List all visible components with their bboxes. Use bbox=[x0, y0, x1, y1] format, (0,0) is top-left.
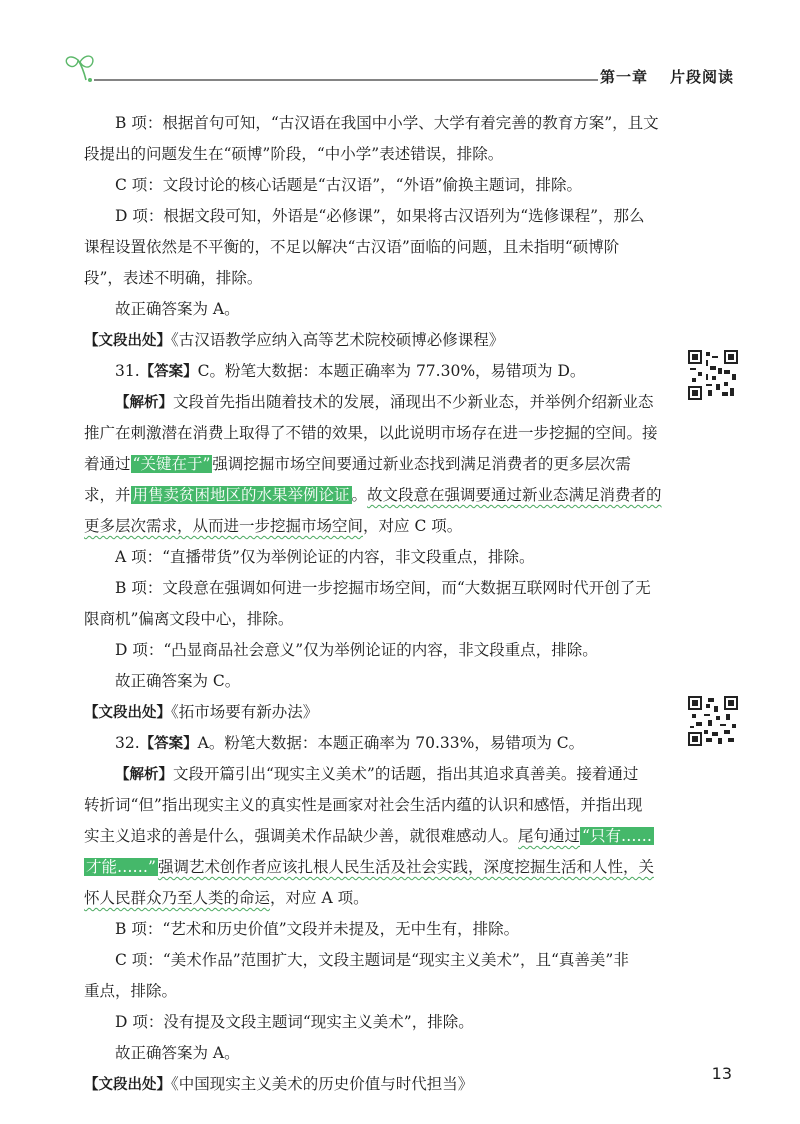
q31-analysis-line-2: 推广在刺激潜在消费上取得了不错的效果，以此说明市场存在进一步挖掘的空间。接 bbox=[84, 424, 658, 442]
wavy-underline-text: 尾句通过 bbox=[518, 827, 581, 845]
chapter-label: 第一章 bbox=[599, 68, 648, 86]
q31-analysis-label: 【解析】 bbox=[115, 395, 173, 411]
source-title: 《拓市场要有新办法》 bbox=[171, 703, 319, 721]
q31-option-b-line-2: 限商机”偏离文段中心，排除。 bbox=[84, 610, 294, 628]
wavy-underline-text: 强调艺术创作者应该扎根人民生活及社会实践，深度挖掘生活和人性，关 bbox=[157, 858, 654, 876]
source-label: 【文段出处】 bbox=[84, 1077, 171, 1093]
q31-final-answer: 故正确答案为 C。 bbox=[115, 672, 241, 690]
q32-final-answer: 故正确答案为 A。 bbox=[115, 1044, 240, 1062]
q31-answer-line bbox=[84, 356, 724, 387]
option-d-line-2: 课程设置依然是不平衡的，不足以解决“古汉语”面临的问题，且未指明“硕博阶 bbox=[84, 238, 620, 256]
q32-answer-line bbox=[84, 728, 724, 759]
highlight-keyword: 才能……” bbox=[86, 858, 156, 876]
q31-analysis-line-3 bbox=[84, 449, 724, 480]
q31-analysis-line-4 bbox=[84, 480, 724, 511]
q31-analysis-line-1 bbox=[84, 387, 724, 418]
wavy-underline-text: 故文段意在强调要通过新业态满足消费者的 bbox=[367, 486, 662, 504]
option-d-line-3: 段”，表述不明确，排除。 bbox=[84, 269, 263, 287]
q31-source-line bbox=[84, 697, 724, 728]
page-number: 13 bbox=[711, 1064, 732, 1083]
highlight-keyword: “关键在于” bbox=[132, 455, 211, 473]
option-b-line-1: B 项：根据首句可知，“古汉语在我国中小学、大学有着完善的教育方案”，且文 bbox=[115, 114, 659, 132]
q32-option-c-line-2: 重点，排除。 bbox=[84, 982, 178, 1000]
source-title: 《古汉语教学应纳入高等艺术院校硕博必修课程》 bbox=[171, 331, 505, 349]
q32-answer-text: A。粉笔大数据：本题正确率为 70.33%，易错项为 C。 bbox=[197, 734, 585, 752]
q32-number: 32. bbox=[115, 734, 140, 752]
wavy-underline-text: 更多层次需求，从而进一步挖掘市场空间 bbox=[84, 517, 364, 535]
page-body bbox=[84, 108, 724, 1100]
source-label: 【文段出处】 bbox=[84, 333, 171, 349]
chapter-title bbox=[600, 66, 734, 87]
text-segment: ，对应 A 项。 bbox=[270, 889, 369, 907]
q32-analysis-line-1 bbox=[84, 759, 724, 790]
q32-analysis-label: 【解析】 bbox=[115, 767, 173, 783]
text-segment: 。 bbox=[351, 486, 368, 504]
text-segment: 实主义追求的善是什么，强调美术作品缺少善，就很难感动人。 bbox=[84, 827, 519, 845]
q32-analysis-line-2: 转折词“但”指出现实主义的真实性是画家对社会生活内蕴的认识和感悟，并指出现 bbox=[84, 796, 643, 814]
text-segment: 求，并 bbox=[84, 486, 131, 504]
q31-option-a: A 项：“直播带货”仅为举例论证的内容，非文段重点，排除。 bbox=[115, 548, 535, 566]
page-header bbox=[0, 0, 800, 100]
q32-analysis-line-5 bbox=[84, 883, 724, 914]
q32-option-c-line-1: C 项：“美术作品”范围扩大，文段主题词是“现实主义美术”，且“真善美”非 bbox=[115, 951, 629, 969]
highlight-keyword: “只有…… bbox=[582, 827, 652, 845]
q32-answer-label: 【答案】 bbox=[139, 736, 198, 752]
q31-analysis-text: 文段首先指出随着技术的发展，涌现出不少新业态，并举例介绍新业态 bbox=[173, 393, 654, 411]
q31-answer-text: C。粉笔大数据：本题正确率为 77.30%，易错项为 D。 bbox=[197, 362, 586, 380]
q32-option-d: D 项：没有提及文段主题词“现实主义美术”，排除。 bbox=[115, 1013, 474, 1031]
q32-analysis-text: 文段开篇引出“现实主义美术”的话题，指出其追求真善美。接着通过 bbox=[173, 765, 639, 783]
q31-answer-label: 【答案】 bbox=[139, 364, 198, 380]
text-segment: 强调挖掘市场空间要通过新业态找到满足消费者的更多层次需 bbox=[212, 455, 631, 473]
q31-option-d: D 项：“凸显商品社会意义”仅为举例论证的内容，非文段重点，排除。 bbox=[115, 641, 598, 659]
q32-analysis-line-4 bbox=[84, 852, 724, 883]
wavy-underline-text: 怀人民群众乃至人类的命运 bbox=[84, 889, 271, 907]
option-d-line-1: D 项：根据文段可知，外语是“必修课”，如果将古汉语列为“选修课程”，那么 bbox=[115, 207, 645, 225]
option-c-line: C 项：文段讨论的核心话题是“古汉语”，“外语”偷换主题词，排除。 bbox=[115, 176, 582, 194]
option-b-line-2: 段提出的问题发生在“硕博”阶段，“中小学”表述错误，排除。 bbox=[84, 145, 504, 163]
text-segment: ，对应 C 项。 bbox=[363, 517, 463, 535]
q31-analysis-line-5 bbox=[84, 511, 724, 542]
q32-source-line bbox=[84, 1069, 724, 1100]
text-segment: 着通过 bbox=[84, 455, 131, 473]
highlight-example: 用售卖贫困地区的水果举例论证 bbox=[132, 486, 350, 504]
q31-option-b-line-1: B 项：文段意在强调如何进一步挖掘市场空间，而“大数据互联网时代开创了无 bbox=[115, 579, 651, 597]
section-label: 片段阅读 bbox=[669, 68, 734, 86]
source-line bbox=[84, 325, 724, 356]
source-title: 《中国现实主义美术的历史价值与时代担当》 bbox=[171, 1075, 474, 1093]
source-label: 【文段出处】 bbox=[84, 705, 171, 721]
q32-option-b: B 项：“艺术和历史价值”文段并未提及，无中生有，排除。 bbox=[115, 920, 520, 938]
q31-number: 31. bbox=[115, 362, 140, 380]
final-answer-line: 故正确答案为 A。 bbox=[115, 300, 240, 318]
q32-analysis-line-3 bbox=[84, 821, 724, 852]
